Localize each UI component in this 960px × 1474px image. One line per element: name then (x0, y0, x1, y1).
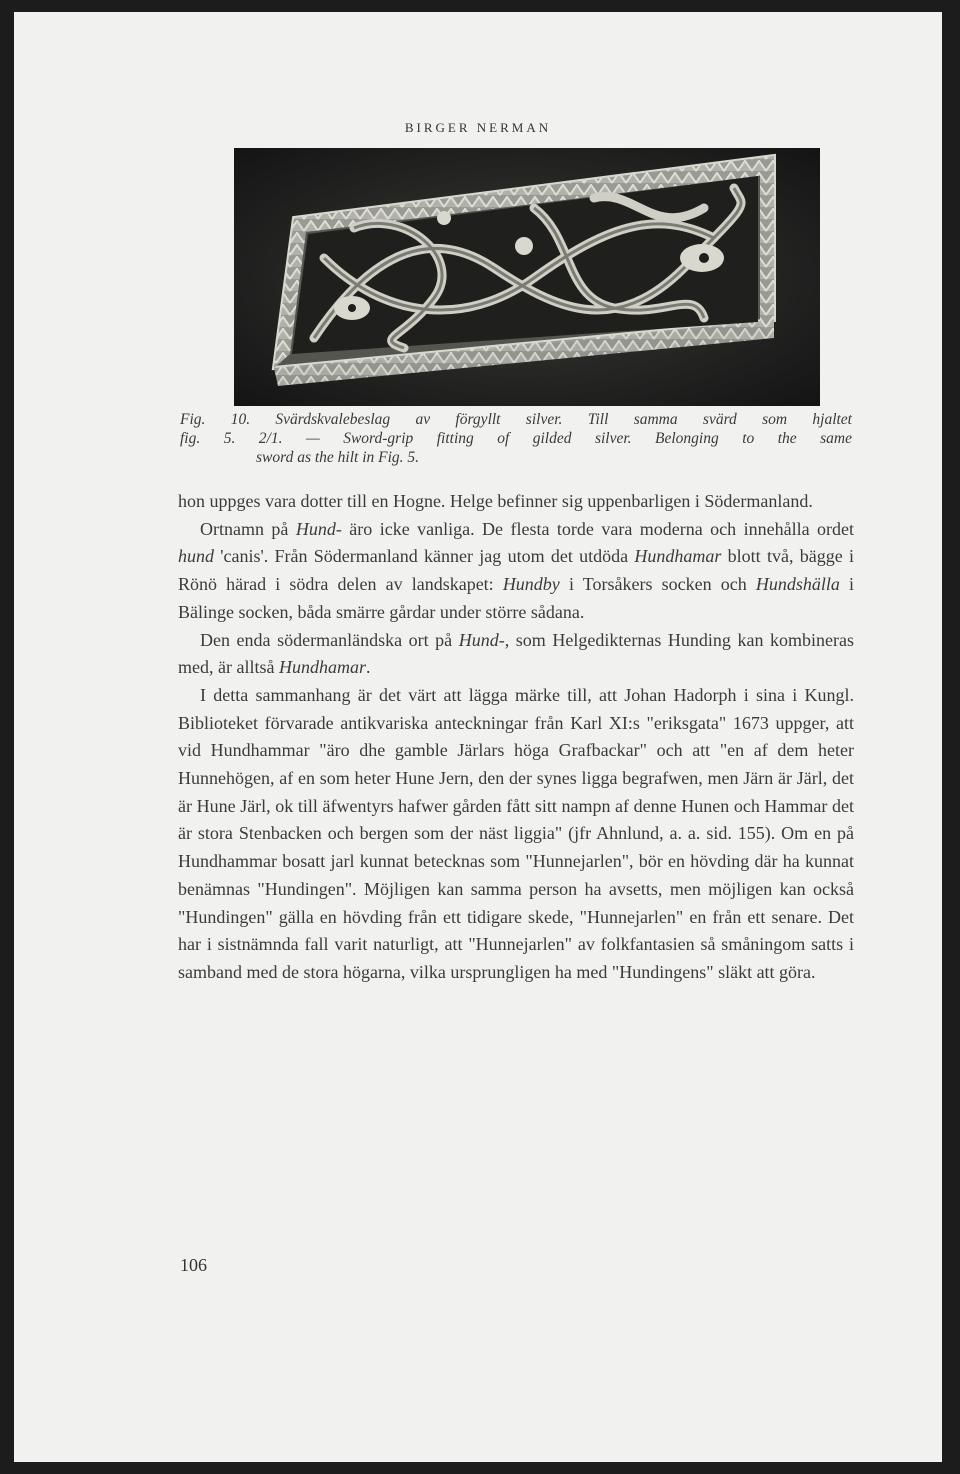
paragraph: hon uppges vara dotter till en Hogne. Helge befinner sig uppenbarligen i Södermanland. (178, 491, 813, 511)
paragraph: I detta sammanhang är det värt att lägga märke till, att Johan Hadorph i sina i Kungl. Biblioteket förvarade antikvariska anteckningar från Karl XI:s "eriksgata" 1673 uppger, att vid Hundhammar "äro dhe gamble Järlars höga Grafbackar" och att "en af dem heter Hunnehögen, af en som heter Hune Jern, den der synes ligga begrafwen, men Järn är Järl, det är Hune Järl, ok till äfwentyrs hafwer gården fått sitt nampn af denne Hunen och Hammar det är stora Stenbacken och bergen som der näst liggia" (jfr Ahnlund, a. a. sid. 155). Om en på Hundhammar bosatt jarl kunnat betecknas som "Hunnejarlen", bör en hövding där ha kunnat benämnas "Hundingen". Möjligen kan samma person ha avsetts, men möjligen kan också "Hundingen" gälla en hövding från ett tidigare skede, "Hunnejarlen" en från ett senare. Det har i sistnämnda fall varit naturligt, att "Hunnejarlen" av folkfantasien så småningom satts i samband med de stora högarna, vilka ursprungligen ha med "Hundingens" släkt att göra. (178, 684, 854, 982)
caption-line: fig. 5. 2/1. — Sword-grip fitting of gilded silver. Belonging to the same (180, 430, 852, 447)
paragraph: Den enda södermanländska ort på Hund-, som Helgedikternas Hunding kan kombineras med, är alltså Hundhamar. (178, 629, 854, 678)
page-number: 106 (180, 1255, 207, 1275)
figure-photo-sword-grip-fitting (234, 148, 820, 406)
book-page (14, 12, 942, 1462)
paragraph: Ortnamn på Hund- äro icke vanliga. De flesta torde vara moderna och innehålla ordet hund 'canis'. Från Södermanland känner jag utom det utdöda Hundhamar blott två, bägge i Rönö härad i södra delen av landskapet: Hundby i Torsåkers socken och Hundshälla i Bälinge socken, båda smärre gårdar under större sådana. (178, 518, 854, 622)
caption-line: Fig. 10. Svärdskvalebeslag av förgyllt silver. Till samma svärd som hjaltet (180, 411, 852, 428)
body-text (178, 488, 854, 987)
running-head: BIRGER NERMAN (404, 120, 552, 135)
figure-caption (180, 410, 852, 467)
caption-line: sword as the hilt in Fig. 5. (256, 449, 420, 466)
sword-grip-fitting-illustration (234, 148, 820, 406)
